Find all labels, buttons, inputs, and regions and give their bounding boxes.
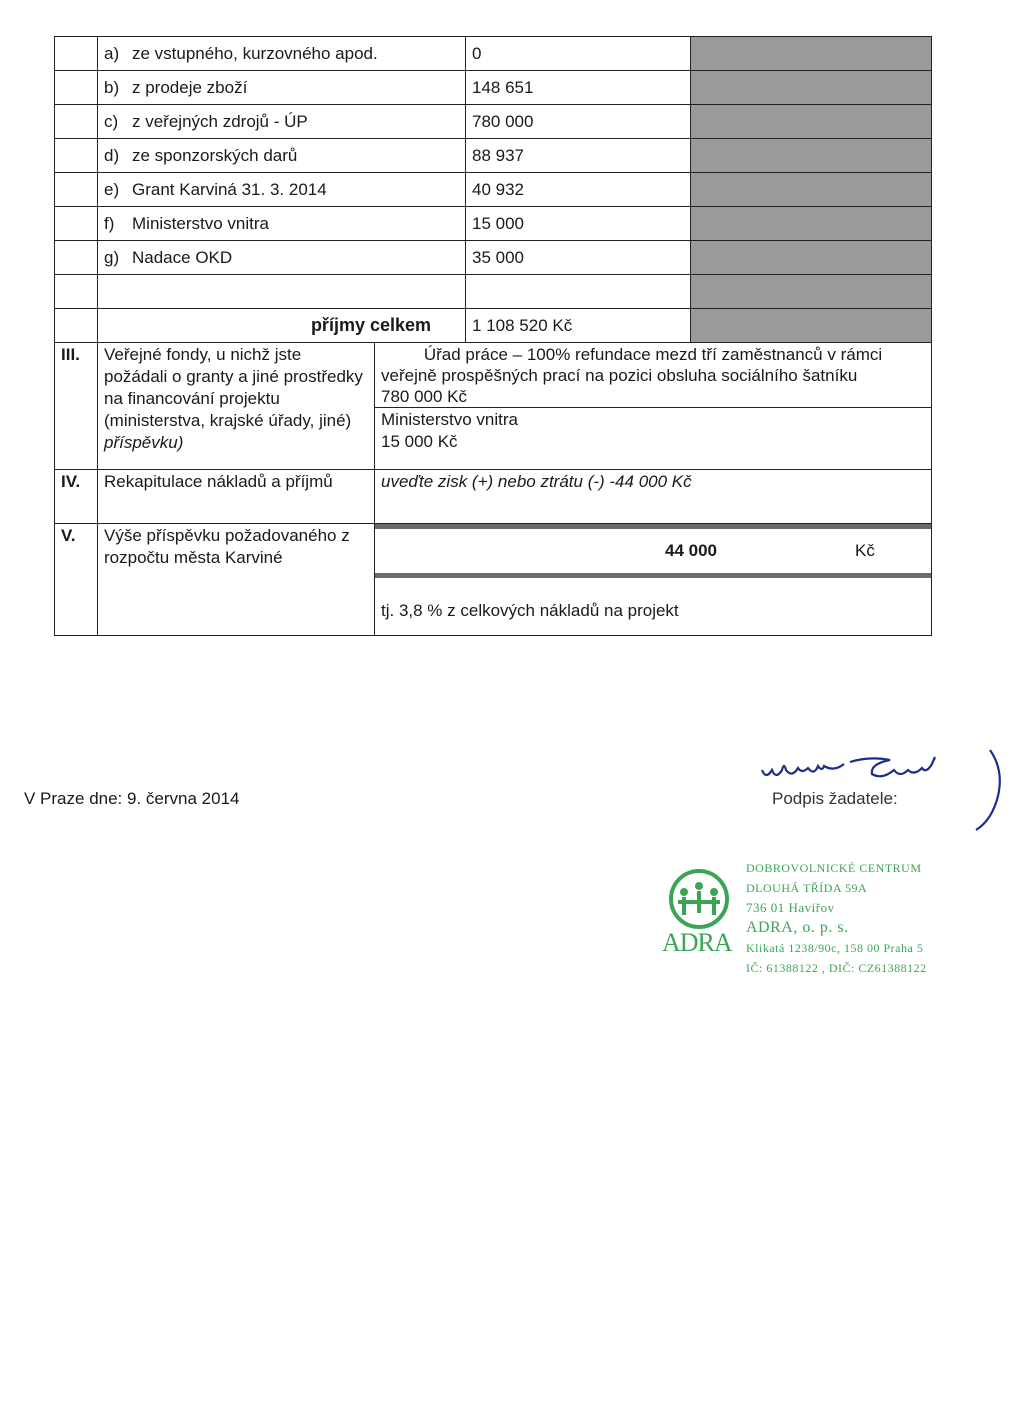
section3-entry1: Úřad práce – 100% refundace mezd tří zaměstnanců v rámci veřejně prospěšných prací na pozici obsluha sociálního šatníku 780 000 Kč: [375, 343, 932, 408]
shaded-cell: [691, 207, 932, 241]
income-label-cell: [98, 207, 466, 241]
requested-percent-note: tj. 3,8 % z celkových nákladů na projekt: [381, 601, 679, 620]
stamp-line-6: IČ: 61388122 , DIČ: CZ61388122: [746, 961, 927, 975]
income-value: 0: [466, 37, 691, 71]
section3-label: Veřejné fondy, u nichž jste požádali o granty a jiné prostředky na financování projektu (ministerstva, krajské úřady, jiné) příspěvku): [98, 343, 375, 470]
income-label-cell: [98, 71, 466, 105]
income-label: Ministerstvo vnitra: [132, 213, 269, 233]
income-label-cell: [98, 139, 466, 173]
empty-row: [55, 275, 932, 309]
handwritten-signature: [758, 740, 1018, 835]
shaded-cell: [691, 139, 932, 173]
income-letter: a): [104, 43, 120, 63]
income-row: [55, 241, 932, 275]
adra-logo-text: ADRA: [662, 928, 732, 957]
income-label: Grant Karviná 31. 3. 2014: [132, 179, 327, 199]
income-letter: g): [104, 247, 120, 267]
income-row: [55, 105, 932, 139]
stamp-line-1: DOBROVOLNICKÉ CENTRUM: [746, 861, 922, 875]
stamp-line-5: Klikatá 1238/90c, 158 00 Praha 5: [746, 941, 924, 955]
income-value: 15 000: [466, 207, 691, 241]
shaded-cell: [691, 173, 932, 207]
shaded-cell: [691, 71, 932, 105]
section4-value: uveďte zisk (+) nebo ztrátu (-) -44 000 Kč: [375, 470, 932, 524]
income-label: z prodeje zboží: [132, 77, 248, 97]
section4-row: [55, 470, 932, 524]
section3-entry2: Ministerstvo vnitra 15 000 Kč: [375, 408, 932, 470]
total-row: [55, 309, 932, 343]
total-value: 1 108 520 Kč: [466, 309, 691, 343]
income-value: 780 000: [466, 105, 691, 139]
income-value: 35 000: [466, 241, 691, 275]
shaded-cell: [691, 309, 932, 343]
shaded-cell: [691, 241, 932, 275]
shaded-cell: [691, 275, 932, 309]
budget-table: [54, 36, 932, 636]
row-number-cell: [55, 173, 98, 207]
organization-stamp: [660, 858, 1000, 988]
income-label: Nadace OKD: [132, 247, 233, 267]
row-number-cell: [55, 139, 98, 173]
section3-numeral: III.: [55, 343, 98, 470]
income-letter: b): [104, 77, 120, 97]
section5-numeral: V.: [55, 524, 98, 636]
income-row: [55, 139, 932, 173]
stamp-line-2: DLOUHÁ TŘÍDA 59A: [746, 881, 868, 895]
stamp-line-3: 736 01 Havířov: [746, 900, 835, 915]
stamp-line-4: ADRA, o. p. s.: [746, 919, 849, 936]
section4-label: Rekapitulace nákladů a příjmů: [98, 470, 375, 524]
income-row: [55, 37, 932, 71]
income-letter: c): [104, 111, 119, 131]
income-letter: f): [104, 213, 115, 233]
section5-label: Výše příspěvku požadovaného z rozpočtu města Karviné: [98, 524, 375, 636]
section4-numeral: IV.: [55, 470, 98, 524]
income-letter: e): [104, 179, 120, 199]
shaded-cell: [691, 105, 932, 139]
row-number-cell: [55, 37, 98, 71]
income-label: ze vstupného, kurzovného apod.: [132, 43, 378, 63]
income-label-cell: [98, 37, 466, 71]
place-date: V Praze dne: 9. června 2014: [24, 789, 240, 808]
income-value: 148 651: [466, 71, 691, 105]
income-row: [55, 207, 932, 241]
row-number-cell: [55, 241, 98, 275]
row-number-cell: [55, 207, 98, 241]
section5-value-cell: [375, 524, 932, 636]
section3-row-a: [55, 343, 932, 408]
income-label: ze sponzorských darů: [132, 145, 298, 165]
income-label: z veřejných zdrojů - ÚP: [132, 111, 308, 131]
income-row: [55, 71, 932, 105]
income-label-cell: [98, 105, 466, 139]
income-letter: d): [104, 145, 120, 165]
row-number-cell: [55, 105, 98, 139]
adra-logo-icon: [664, 868, 734, 930]
signature-label: Podpis žadatele:: [772, 789, 898, 808]
row-number-cell: [55, 71, 98, 105]
income-value: 88 937: [466, 139, 691, 173]
income-label-cell: [98, 173, 466, 207]
income-row: [55, 173, 932, 207]
income-label-cell: [98, 241, 466, 275]
requested-amount: 44 000: [665, 541, 717, 560]
section5-row: [55, 524, 932, 636]
shaded-cell: [691, 37, 932, 71]
income-value: 40 932: [466, 173, 691, 207]
total-label: příjmy celkem: [98, 309, 466, 343]
requested-currency: Kč: [855, 541, 875, 560]
